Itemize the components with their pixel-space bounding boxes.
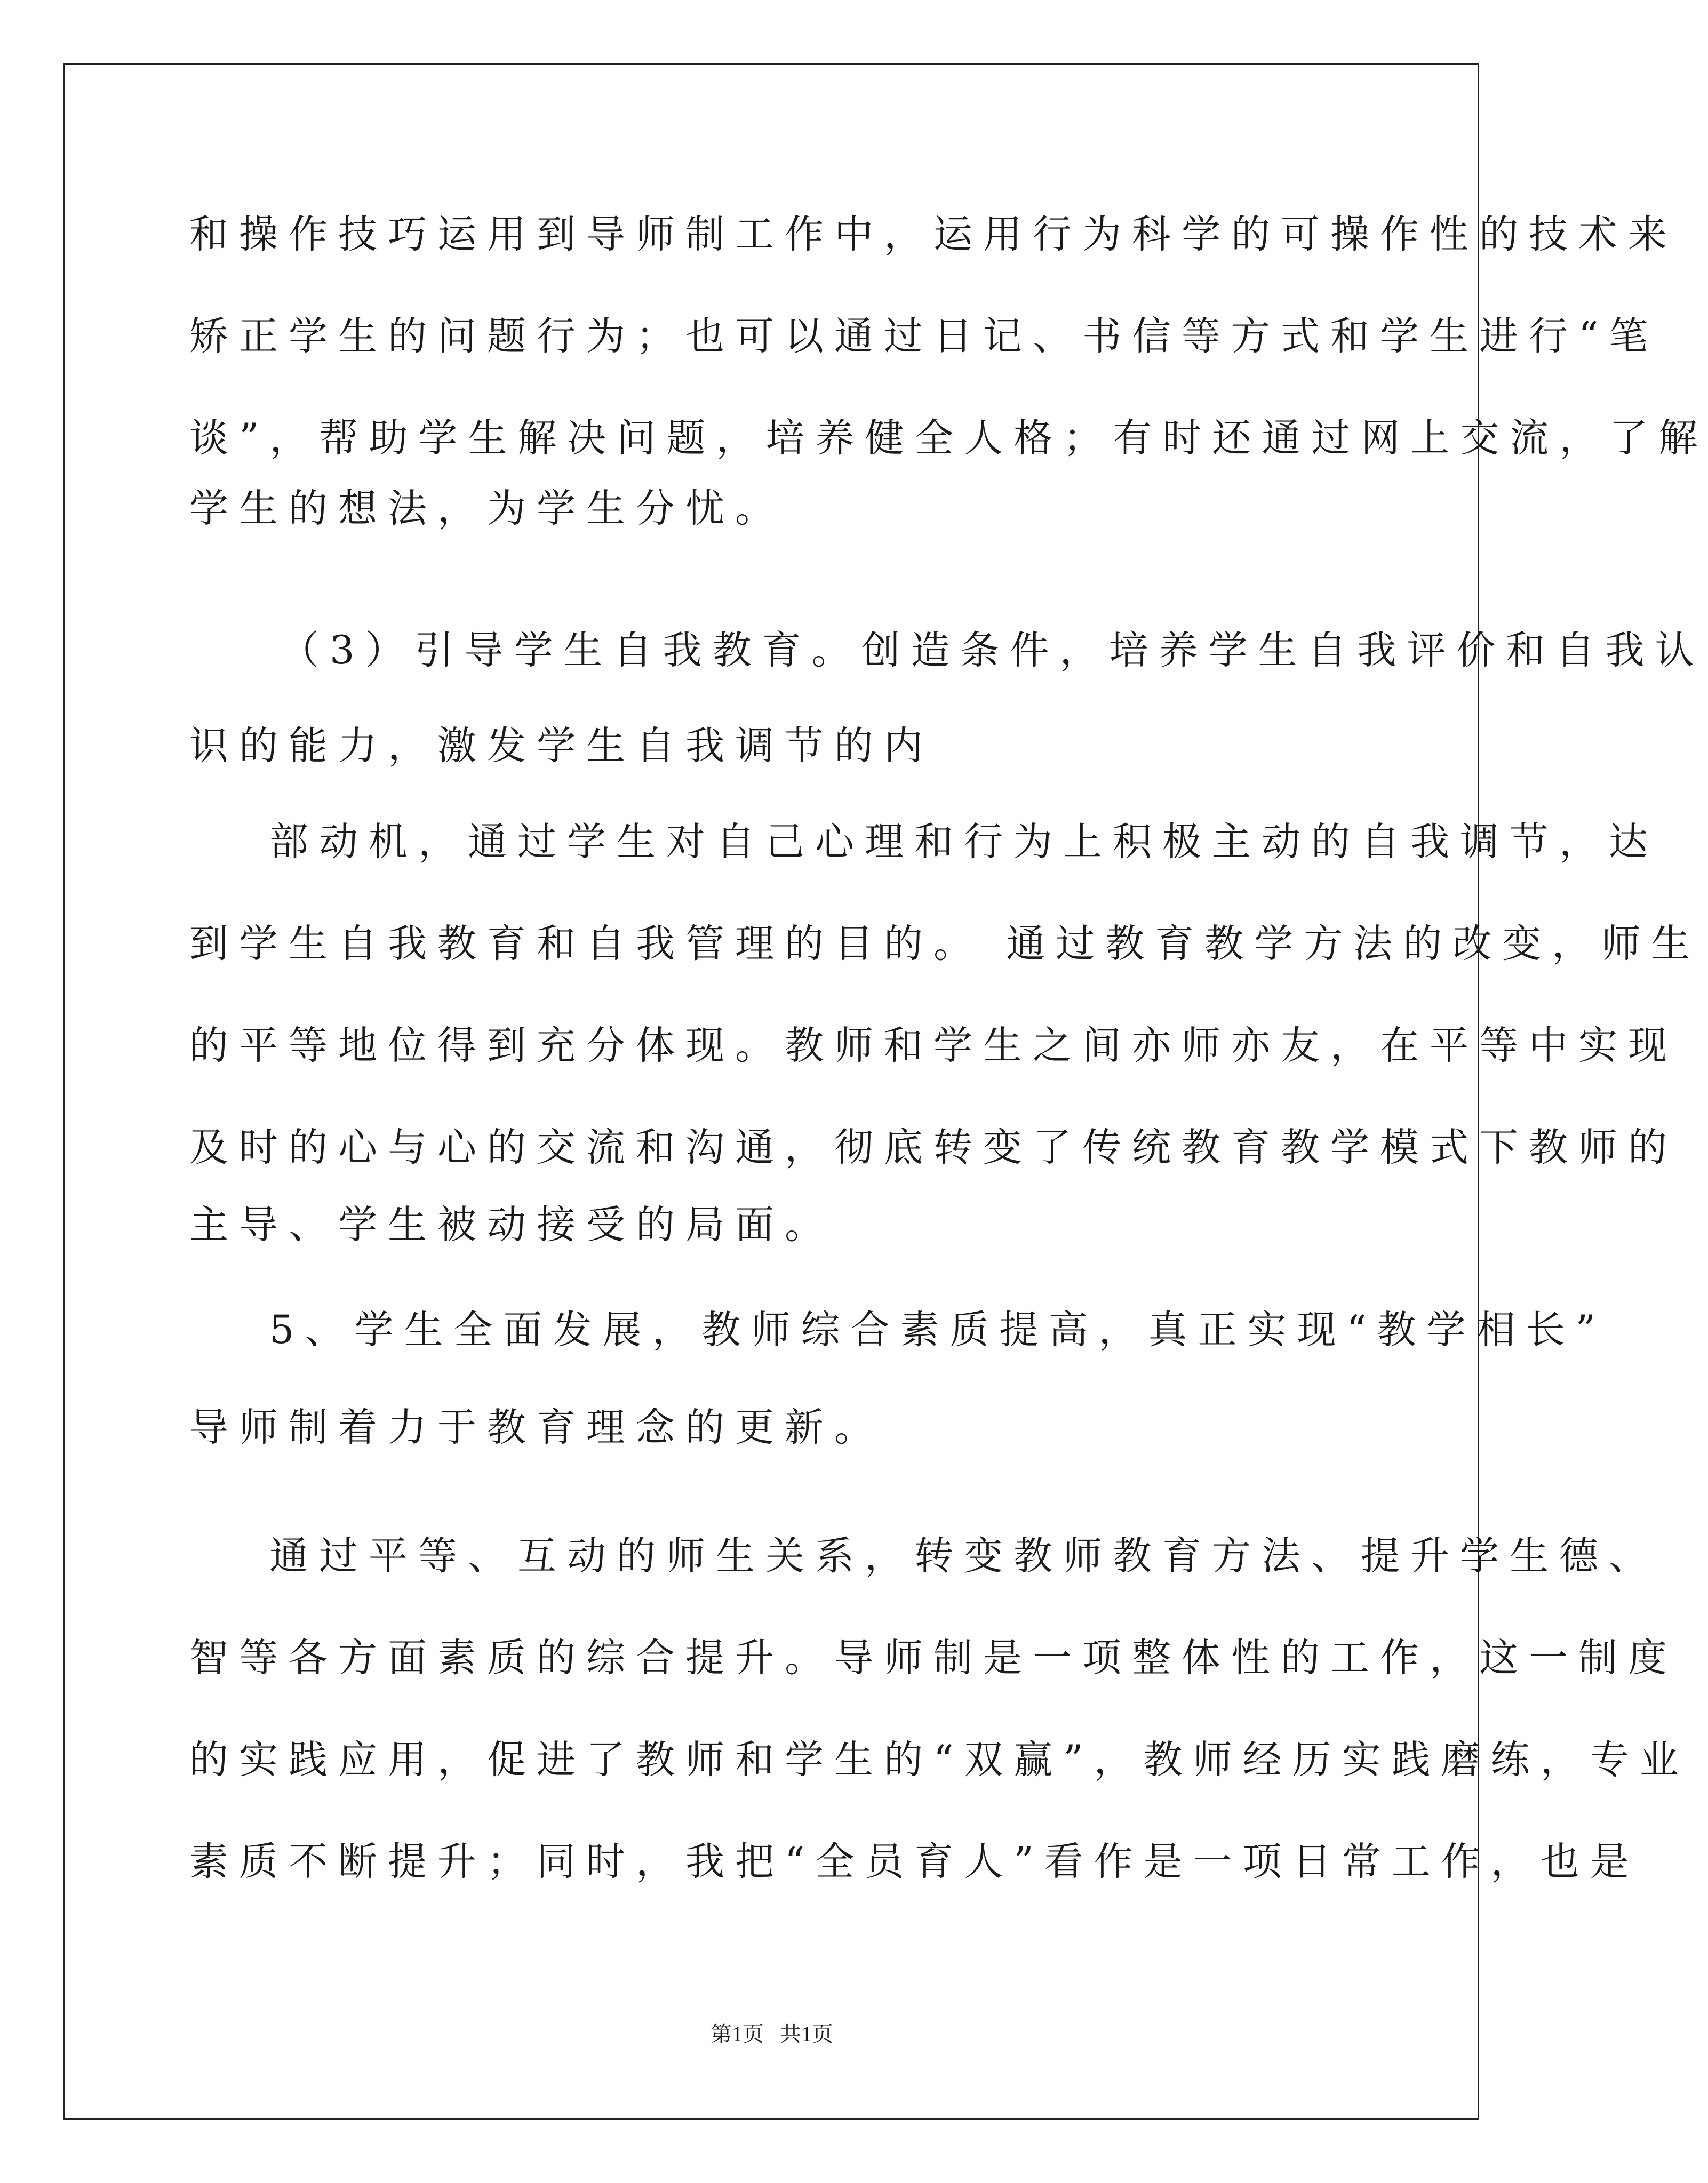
text-line: 识的能力，激发学生自我调节的内 bbox=[189, 723, 933, 769]
text-line: 的实践应用，促进了教师和学生的“双赢”，教师经历实践磨练，专业 bbox=[189, 1737, 1689, 1782]
text-line: 的平等地位得到充分体现。教师和学生之间亦师亦友，在平等中实现 bbox=[189, 1023, 1678, 1068]
text-line: 智等各方面素质的综合提升。导师制是一项整体性的工作，这一制度 bbox=[189, 1635, 1678, 1681]
text-line: （3）引导学生自我教育。创造条件，培养学生自我评价和自我认 bbox=[280, 628, 1705, 673]
text-line: 和操作技巧运用到导师制工作中，运用行为科学的可操作性的技术来 bbox=[189, 212, 1678, 257]
text-line: 素质不断提升；同时，我把“全员育人”看作是一项日常工作，也是 bbox=[189, 1839, 1640, 1884]
text-line: 部动机，通过学生对自己心理和行为上积极主动的自我调节，达 bbox=[269, 819, 1658, 865]
text-line: 通过平等、互动的师生关系，转变教师教育方法、提升学生德、 bbox=[269, 1533, 1658, 1579]
page-number: 第1页 共1页 bbox=[711, 2022, 833, 2046]
text-line: 导师制着力于教育理念的更新。 bbox=[189, 1405, 884, 1450]
text-line: 谈”，帮助学生解决问题，培养健全人格；有时还通过网上交流，了解 bbox=[189, 415, 1708, 461]
page-frame bbox=[63, 63, 1479, 2120]
text-line: 学生的想法，为学生分忧。 bbox=[189, 486, 785, 531]
text-line: 到学生自我教育和自我管理的目的。 通过教育教学方法的改变，师生 bbox=[189, 921, 1701, 966]
text-line: 主导、学生被动接受的局面。 bbox=[189, 1202, 834, 1248]
text-line: 及时的心与心的交流和沟通，彻底转变了传统教育教学模式下教师的 bbox=[189, 1125, 1678, 1170]
text-line: 矫正学生的问题行为；也可以通过日记、书信等方式和学生进行“笔 bbox=[189, 314, 1659, 359]
page-footer bbox=[0, 2017, 1544, 2048]
text-line: 5、学生全面发展，教师综合素质提高，真正实现“教学相长” bbox=[269, 1307, 1607, 1353]
